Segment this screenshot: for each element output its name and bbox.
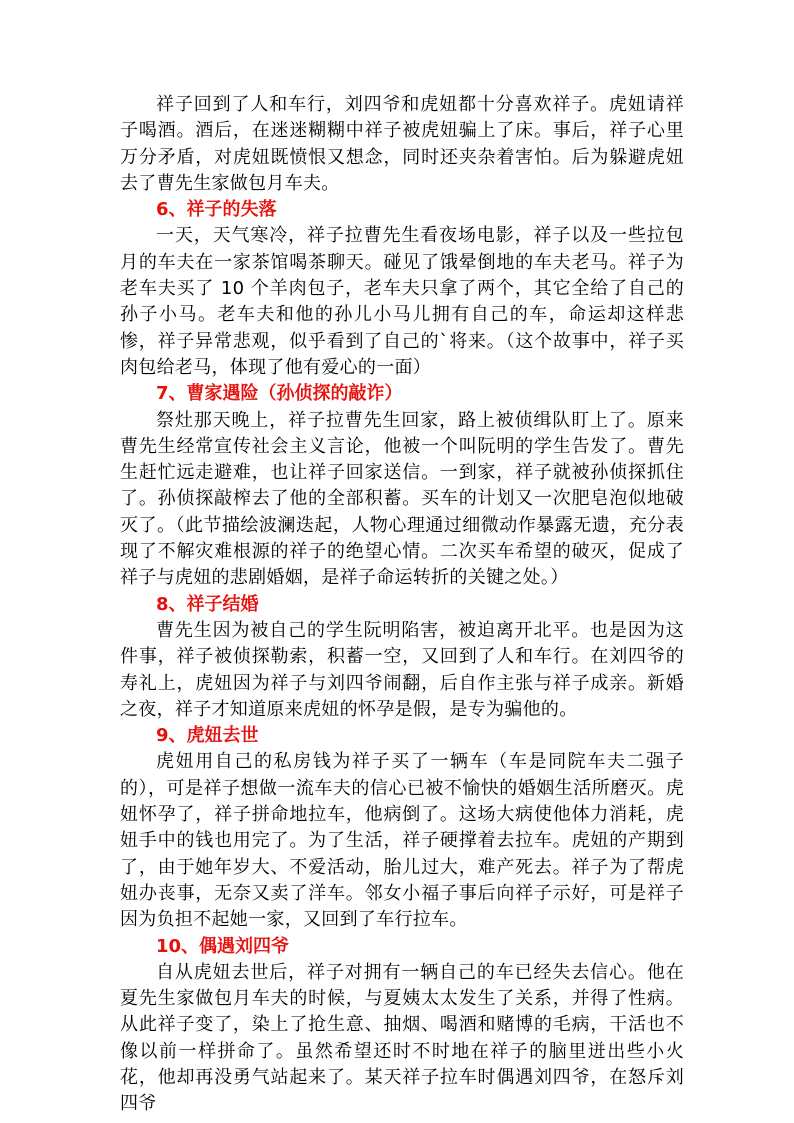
paragraph-section-9: 虎妞用自己的私房钱为祥子买了一辆车（车是同院车夫二强子的），可是祥子想做一流车夫的信心已被不愉快的婚姻生活所磨灭。虎妞怀孕了，祥子拼命地拉车，他病倒了。这场大病使他体力消耗，虎妞手中的钱也用完了。为了生活，祥子硬撑着去拉车。虎妞的产期到了，由于她年岁大、不爱活动，胎儿过大，难产死去。祥子为了帮虎妞办丧事，无奈又卖了洋车。邻女小福子事后向祥子示好，可是祥子因为负担不起她一家，又回到了车行拉车。 (120, 751, 684, 931)
section-heading-7: 7、曹家遇险（孙侦探的敲诈） (156, 383, 403, 405)
section-heading-9: 9、虎妞去世 (156, 725, 259, 747)
paragraph-intro: 祥子回到了人和车行，刘四爷和虎妞都十分喜欢祥子。虎妞请祥子喝酒。酒后，在迷迷糊糊中祥子被虎妞骗上了床。事后，祥子心里万分矛盾，对虎妞既愤恨又想念，同时还夹杂着害怕。后为躲避虎妞去了曹先生家做包月车夫。 (120, 94, 684, 194)
document-body (120, 92, 684, 1118)
paragraph-section-8: 曹先生因为被自己的学生阮明陷害，被迫离开北平。也是因为这件事，祥子被侦探勒索，积蓄一空，又回到了人和车行。在刘四爷的寿礼上，虎妞因为祥子与刘四爷闹翻，后自作主张与祥子成亲。新婚之夜，祥子才知道原来虎妞的怀孕是假，是专为骗他的。 (120, 619, 684, 720)
paragraph-section-6: 一天，天气寒冷，祥子拉曹先生看夜场电影，祥子以及一些拉包月的车夫在一家茶馆喝茶聊天。碰见了饿晕倒地的车夫老马。祥子为老车夫买了 10 个羊肉包子，老车夫只拿了两个，其它全给了自己的孙子小马。老车夫和他的孙儿小马儿拥有自己的车，命运却这样悲惨，祥子异常悲观，似乎看到了自己的`将来。（这个故事中，祥子买肉包给老马，体现了他有爱心的一面） (120, 225, 684, 378)
paragraph-section-10: 自从虎妞去世后，祥子对拥有一辆自己的车已经失去信心。他在夏先生家做包月车夫的时候，与夏姨太太发生了关系，并得了性病。从此祥子变了，染上了抢生意、抽烟、喝酒和赌博的毛病，干活也不像以前一样拼命了。虽然希望还时不时地在祥子的脑里迸出些小火花，他却再没勇气站起来了。某天祥子拉车时偶遇刘四爷，在怒斥刘四爷 (120, 961, 684, 1115)
paragraph-section-7: 祭灶那天晚上，祥子拉曹先生回家，路上被侦缉队盯上了。原来曹先生经常宣传社会主义言论，他被一个叫阮明的学生告发了。曹先生赶忙远走避难，也让祥子回家送信。一到家，祥子就被孙侦探抓住了。孙侦探敲榨去了他的全部积蓄。买车的计划又一次肥皂泡似地破灭了。（此节描绘波澜迭起，人物心理通过细微动作暴露无遗，充分表现了不解灾难根源的祥子的绝望心情。二次买车希望的破灭，促成了祥子与虎妞的悲剧婚姻，是祥子命运转折的关键之处。） (120, 409, 684, 589)
section-heading-6: 6、祥子的失落 (156, 199, 277, 221)
section-heading-8: 8、祥子结婚 (156, 593, 259, 615)
section-heading-10: 10、偶遇刘四爷 (156, 935, 290, 957)
